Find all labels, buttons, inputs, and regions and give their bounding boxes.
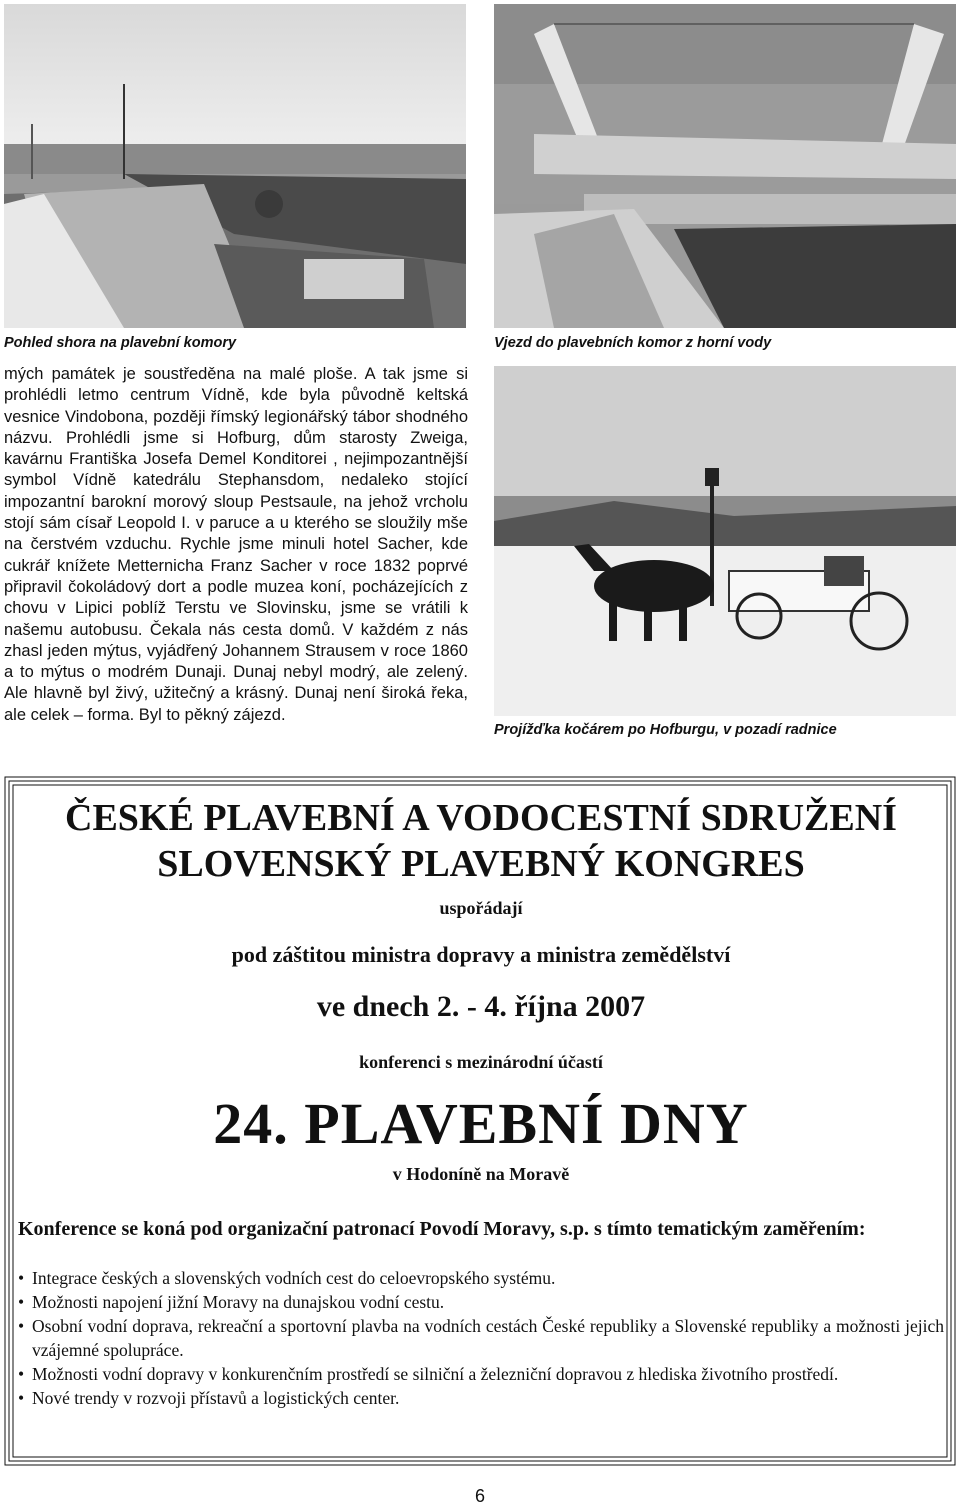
photo-caption: Vjezd do plavebních komor z horní vody bbox=[494, 335, 772, 351]
list-item: • Možnosti vodní dopravy v konkurenčním prostředí se silniční a železniční dopravou z hlediska životního prostředí. bbox=[18, 1362, 944, 1386]
organize-label: uspořádají bbox=[439, 898, 523, 918]
page-number: 6 bbox=[474, 1486, 485, 1506]
photo-caption: Projížďka kočárem po Hofburgu, v pozadí radnice bbox=[494, 722, 837, 738]
conference-label: konferenci s mezinárodní účastí bbox=[359, 1052, 603, 1072]
photo-lock-entrance bbox=[494, 4, 956, 328]
photo-carriage bbox=[494, 366, 956, 716]
photo-caption: Pohled shora na plavební komory bbox=[4, 335, 237, 351]
organizer-title: SLOVENSKÝ PLAVEBNÝ KONGRES bbox=[157, 843, 805, 885]
list-item: • Nové trendy v rozvoji přístavů a logistických center. bbox=[18, 1386, 944, 1410]
conference-lead: Konference se koná pod organizační patronací Povodí Moravy, s.p. s tímto tematickým zaměřením: bbox=[18, 1218, 866, 1240]
photo-lock-chambers bbox=[4, 4, 466, 328]
conference-notice bbox=[18, 786, 944, 1446]
event-title: 24. PLAVEBNÍ DNY bbox=[213, 1091, 749, 1156]
list-item: • Možnosti napojení jižní Moravy na dunajskou vodní cestu. bbox=[18, 1290, 944, 1314]
event-dates: ve dnech 2. - 4. října 2007 bbox=[316, 990, 646, 1023]
patronage-text: pod záštitou ministra dopravy a ministra zemědělství bbox=[231, 942, 731, 967]
article-text: mých památek je soustředěna na malé ploše. A tak jsme si prohlédli letmo centrum Vídně, kde byla původně keltská vesnice Vindobona, později římský legionářský tábor shodného názvu. Prohlédli jsme si Hofburg, dům starosty Zweiga, kavárnu Františka Josefa Demel Konditorei , nejimpozantnější symbol Vídně katedrálu Stephansdom, nedaleko stojící impozantní barokní morový sloup Pestsaule, na jehož vrcholu stojí sám císař Leopold I. v paruce a u kterého se sloužily mše na čerstvém vzduchu. Rychle jsme minuli hotel Sacher, kde cukrář knížete Metternicha Franz Sacher v roce 1832 poprvé připravil čokoládový dort a podle muzea koní, pocházejících z chovu v Lipici poblíž Terstu ve Slovinsku, jsme se vrátili k našemu autobusu. Čekala nás cesta domů. V každém z nás zhasl jeden mýtus, vyjádřený Johannem Strausem v roce 1860 a to mýtus o modrém Dunaji. Dunaj nebyl modrý, ale zelený. Ale hlavně byl živý, užitečný a krásný. Dunaj není široká řeka, ale celek – forma. Byl to pěkný zájezd. bbox=[4, 365, 468, 724]
topics-list bbox=[18, 1266, 944, 1410]
event-location: v Hodoníně na Moravě bbox=[392, 1164, 570, 1184]
list-item: • Integrace českých a slovenských vodních cest do celoevropského systému. bbox=[18, 1266, 944, 1290]
organizer-title: ČESKÉ PLAVEBNÍ A VODOCESTNÍ SDRUŽENÍ bbox=[65, 797, 897, 839]
list-item: • Osobní vodní doprava, rekreační a sportovní plavba na vodních cestách České republiky a Slovenské republiky a možnosti jejich vzájemné spolupráce. bbox=[18, 1314, 944, 1362]
